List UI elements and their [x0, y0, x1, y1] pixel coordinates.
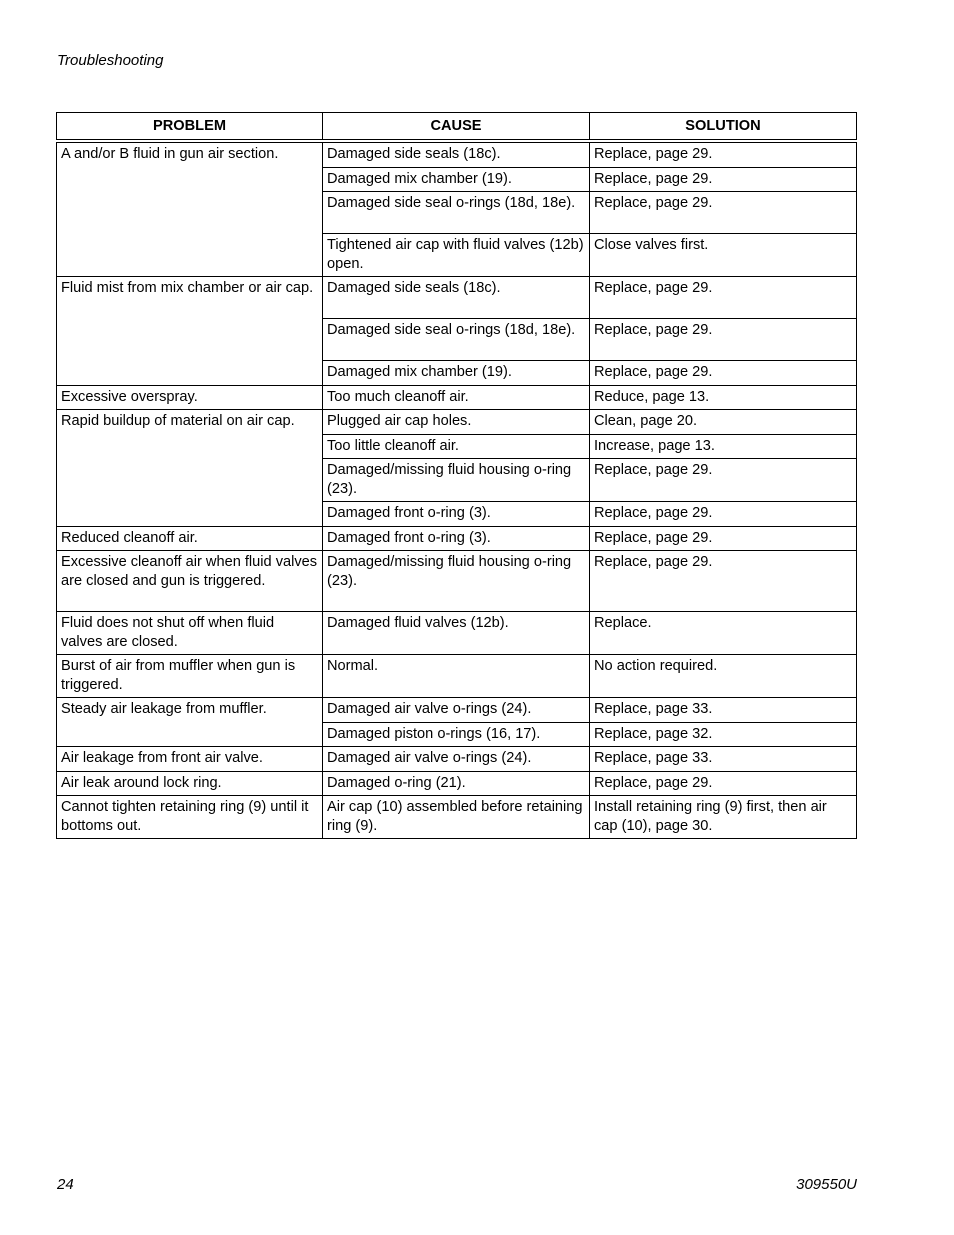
solution-cell: Replace, page 29. [590, 141, 857, 167]
solution-cell: Replace, page 29. [590, 192, 857, 234]
problem-cell: Burst of air from muffler when gun is triggered. [57, 655, 323, 698]
cause-cell: Damaged mix chamber (19). [323, 167, 590, 192]
cause-cell: Damaged piston o-rings (16, 17). [323, 722, 590, 747]
table-row [57, 277, 857, 319]
solution-cell: Replace, page 29. [590, 459, 857, 502]
solution-cell: Replace, page 29. [590, 319, 857, 361]
cause-cell: Damaged front o-ring (3). [323, 502, 590, 527]
cause-cell: Damaged mix chamber (19). [323, 361, 590, 386]
problem-cell: Fluid does not shut off when fluid valves are closed. [57, 612, 323, 655]
running-head: Troubleshooting [57, 52, 164, 69]
solution-cell: Install retaining ring (9) first, then air cap (10), page 30. [590, 796, 857, 839]
solution-cell: Replace, page 33. [590, 747, 857, 772]
solution-cell: Replace, page 29. [590, 277, 857, 319]
cause-cell: Damaged side seals (18c). [323, 277, 590, 319]
table-row [57, 655, 857, 698]
header-row [57, 113, 857, 142]
cause-cell: Tightened air cap with fluid valves (12b) open. [323, 234, 590, 277]
cause-cell: Damaged fluid valves (12b). [323, 612, 590, 655]
solution-cell: Replace, page 33. [590, 698, 857, 723]
table-row [57, 526, 857, 551]
solution-cell: Replace, page 29. [590, 361, 857, 386]
cause-cell: Plugged air cap holes. [323, 410, 590, 435]
solution-cell: Increase, page 13. [590, 434, 857, 459]
column-header-problem: PROBLEM [57, 113, 323, 142]
table-row [57, 410, 857, 435]
table-row [57, 796, 857, 839]
column-header-solution: SOLUTION [590, 113, 857, 142]
solution-cell: Reduce, page 13. [590, 385, 857, 410]
solution-cell: Close valves first. [590, 234, 857, 277]
cause-cell: Damaged air valve o-rings (24). [323, 747, 590, 772]
document-id: 309550U [796, 1176, 857, 1193]
problem-cell: Air leak around lock ring. [57, 771, 323, 796]
problem-cell: Fluid mist from mix chamber or air cap. [57, 277, 323, 386]
column-header-cause: CAUSE [323, 113, 590, 142]
cause-cell: Damaged side seals (18c). [323, 141, 590, 167]
problem-cell: Excessive cleanoff air when fluid valves are closed and gun is triggered. [57, 551, 323, 612]
table-header [57, 113, 857, 142]
table-body [57, 141, 857, 839]
problem-cell: Steady air leakage from muffler. [57, 698, 323, 747]
solution-cell: Replace, page 29. [590, 526, 857, 551]
solution-cell: Replace. [590, 612, 857, 655]
solution-cell: Replace, page 29. [590, 502, 857, 527]
solution-cell: Replace, page 29. [590, 551, 857, 612]
page-number: 24 [57, 1176, 74, 1193]
troubleshooting-table [56, 112, 857, 839]
problem-cell: Excessive overspray. [57, 385, 323, 410]
cause-cell: Normal. [323, 655, 590, 698]
table-row [57, 385, 857, 410]
cause-cell: Damaged/missing fluid housing o-ring (23). [323, 551, 590, 612]
cause-cell: Air cap (10) assembled before retaining ring (9). [323, 796, 590, 839]
table-row [57, 698, 857, 723]
cause-cell: Too little cleanoff air. [323, 434, 590, 459]
table-row [57, 551, 857, 612]
cause-cell: Damaged air valve o-rings (24). [323, 698, 590, 723]
cause-cell: Too much cleanoff air. [323, 385, 590, 410]
cause-cell: Damaged front o-ring (3). [323, 526, 590, 551]
problem-cell: Cannot tighten retaining ring (9) until it bottoms out. [57, 796, 323, 839]
cause-cell: Damaged side seal o-rings (18d, 18e). [323, 319, 590, 361]
solution-cell: No action required. [590, 655, 857, 698]
table-row [57, 771, 857, 796]
table-row [57, 747, 857, 772]
cause-cell: Damaged/missing fluid housing o-ring (23). [323, 459, 590, 502]
solution-cell: Clean, page 20. [590, 410, 857, 435]
table-row [57, 141, 857, 167]
cause-cell: Damaged side seal o-rings (18d, 18e). [323, 192, 590, 234]
solution-cell: Replace, page 32. [590, 722, 857, 747]
problem-cell: Reduced cleanoff air. [57, 526, 323, 551]
problem-cell: A and/or B fluid in gun air section. [57, 141, 323, 277]
problem-cell: Air leakage from front air valve. [57, 747, 323, 772]
cause-cell: Damaged o-ring (21). [323, 771, 590, 796]
problem-cell: Rapid buildup of material on air cap. [57, 410, 323, 527]
table-row [57, 612, 857, 655]
solution-cell: Replace, page 29. [590, 167, 857, 192]
solution-cell: Replace, page 29. [590, 771, 857, 796]
